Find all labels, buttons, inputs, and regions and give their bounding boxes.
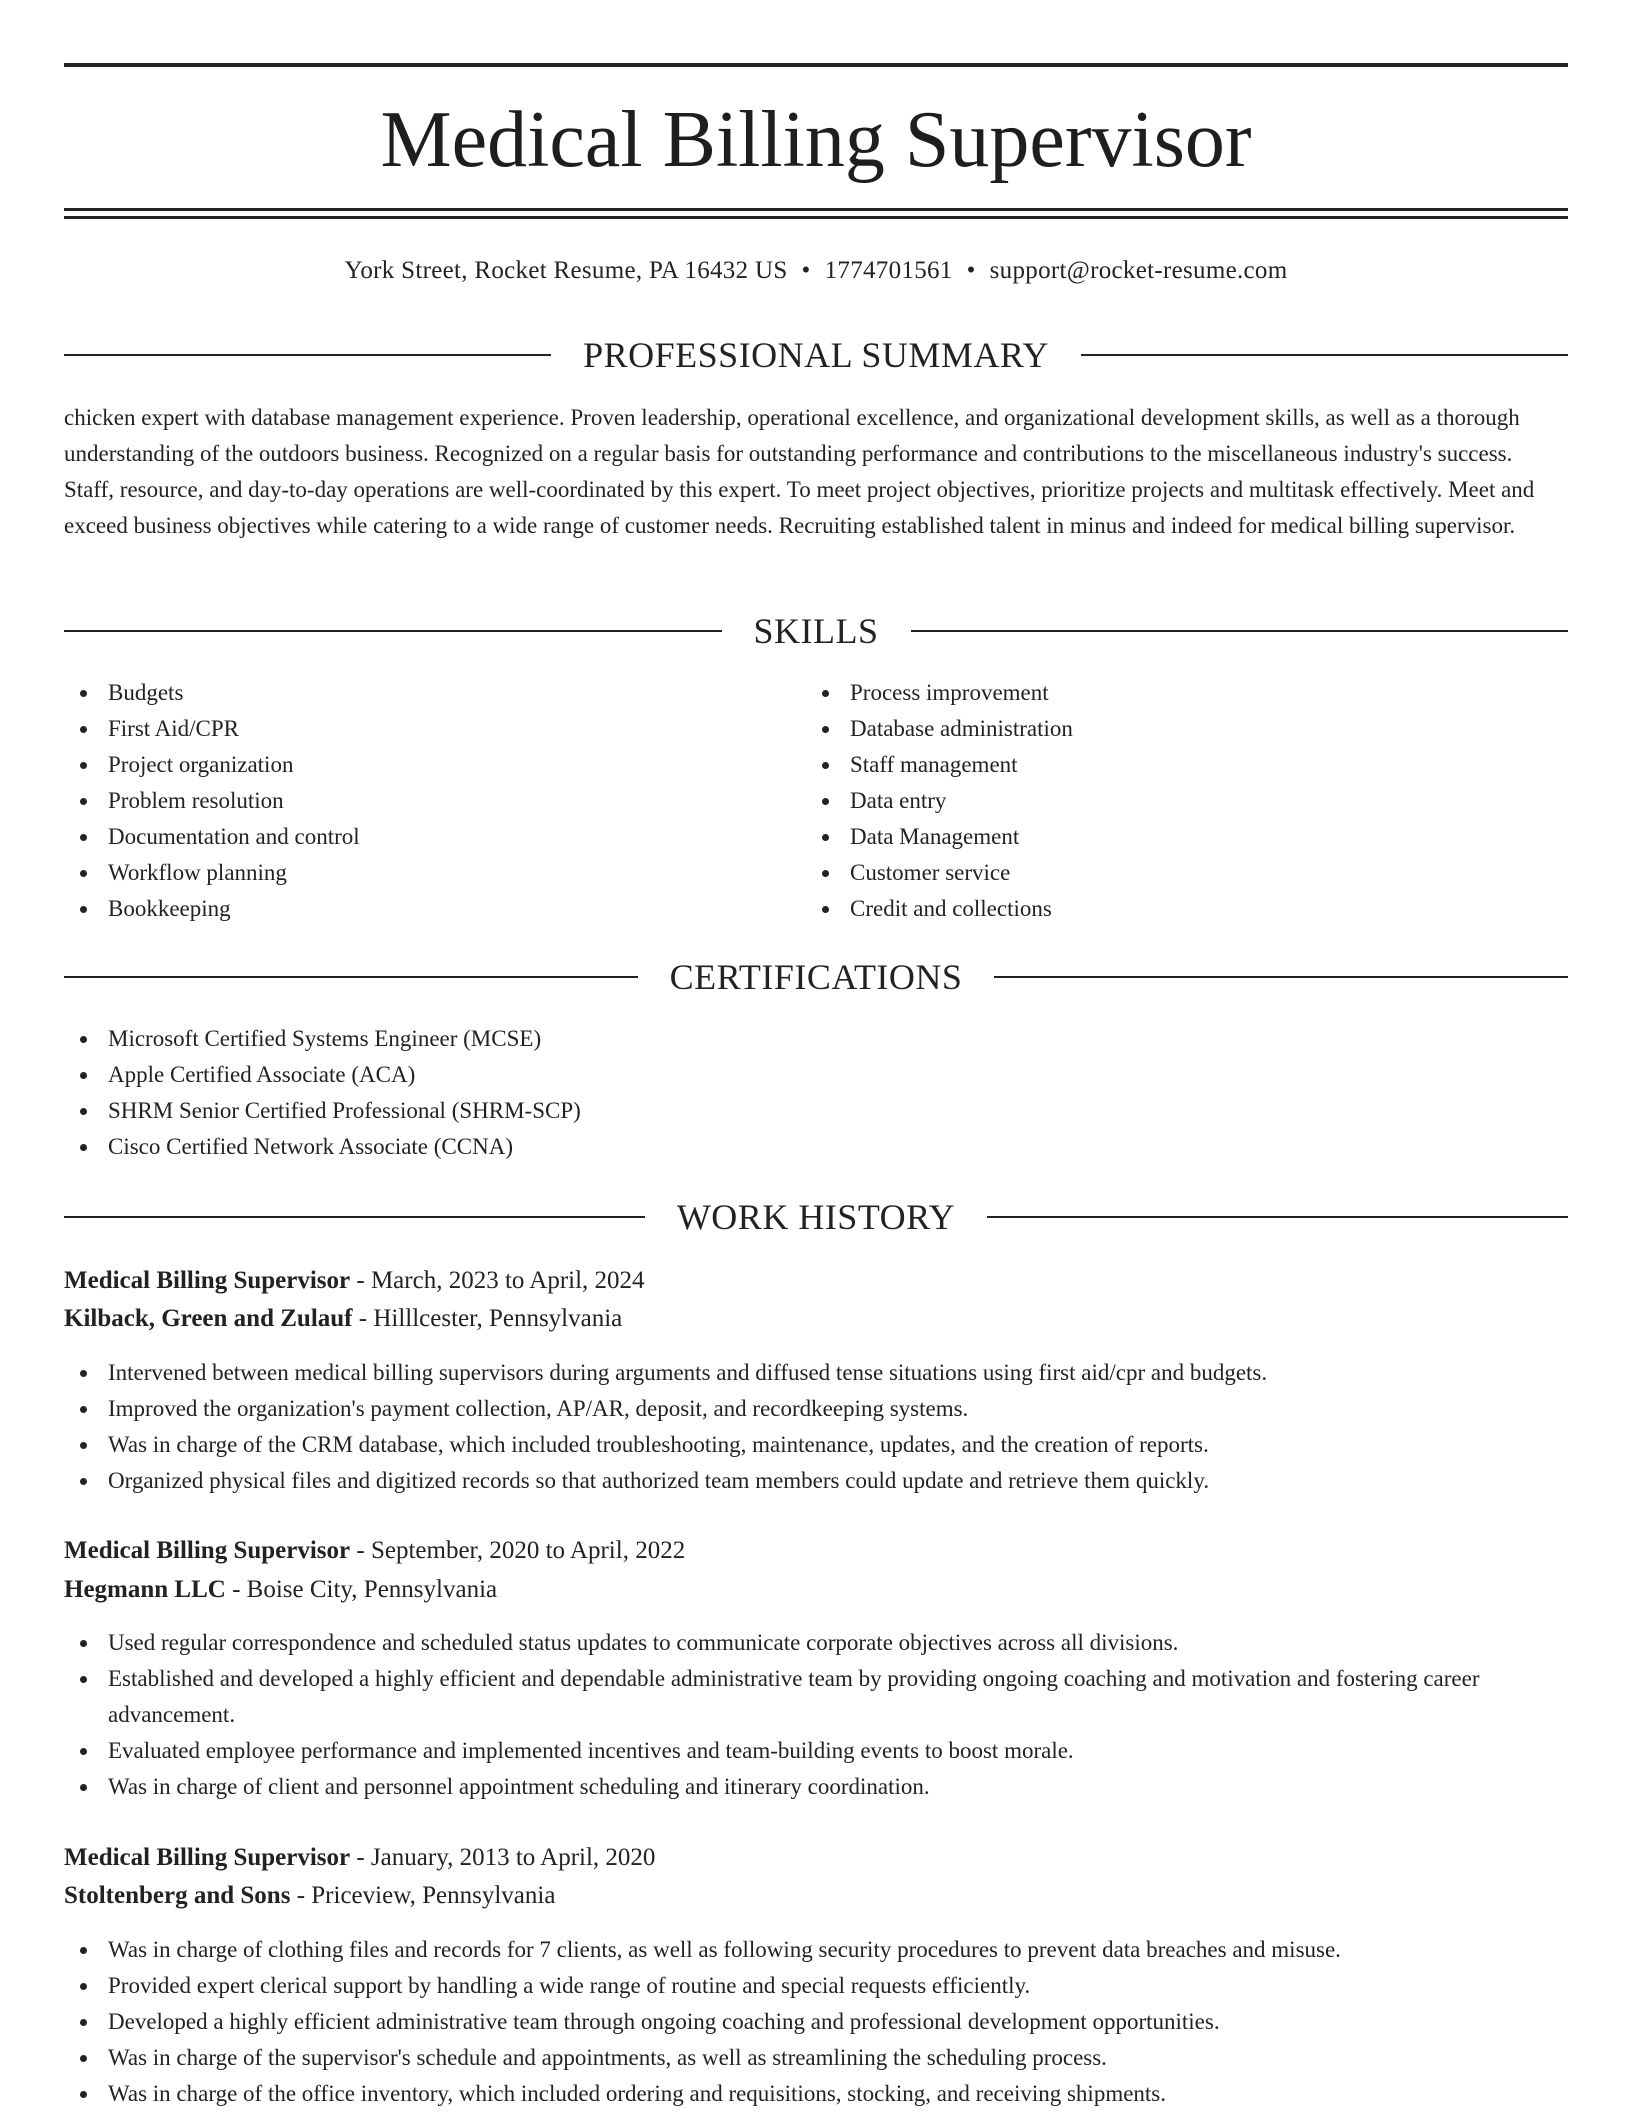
certifications-section-header	[64, 955, 1568, 999]
job-title: Medical Billing Supervisor	[64, 1537, 351, 1564]
job-bullets	[64, 1932, 1568, 2112]
skill-item: Process improvement	[806, 675, 1546, 711]
job-company: Kilback, Green and Zulauf	[64, 1305, 353, 1332]
top-rule	[64, 63, 1568, 67]
skill-item: Budgets	[64, 675, 804, 711]
skill-item: Bookkeeping	[64, 891, 804, 927]
work-section-title: WORK HISTORY	[676, 1197, 956, 1237]
skill-item: Credit and collections	[806, 891, 1546, 927]
certification-item: Cisco Certified Network Associate (CCNA)	[64, 1129, 1568, 1165]
job-bullet: Was in charge of the CRM database, which included troubleshooting, maintenance, updates, and the creation of reports.	[64, 1427, 1568, 1463]
skills-section-header	[64, 609, 1568, 653]
certification-item: Apple Certified Associate (ACA)	[64, 1057, 1568, 1093]
job-bullet: Established and developed a highly efficient and dependable administrative team by providing ongoing coaching and motivation and fostering career advancement.	[64, 1661, 1568, 1733]
job-title: Medical Billing Supervisor	[64, 1267, 351, 1294]
job-bullet: Was in charge of clothing files and records for 7 clients, as well as following security procedures to prevent data breaches and misuse.	[64, 1932, 1568, 1968]
double-rule	[64, 208, 1568, 218]
skill-item: Data Management	[806, 819, 1546, 855]
job-company: Stoltenberg and Sons	[64, 1882, 291, 1909]
job-title: Medical Billing Supervisor	[64, 1844, 351, 1871]
skill-item: Project organization	[64, 747, 804, 783]
skill-item: Data entry	[806, 783, 1546, 819]
job-bullet: Intervened between medical billing supervisors during arguments and diffused tense situations using first aid/cpr and budgets.	[64, 1355, 1568, 1391]
job-dates: - January, 2013 to April, 2020	[350, 1844, 656, 1871]
summary-section-title: PROFESSIONAL SUMMARY	[583, 335, 1049, 375]
job-bullet: Improved the organization's payment collection, AP/AR, deposit, and recordkeeping systems.	[64, 1391, 1568, 1427]
job-dates: - March, 2023 to April, 2024	[350, 1267, 645, 1294]
summary-text: chicken expert with database management experience. Proven leadership, operational excellence, and organizational development skills, as well as a thorough understanding of the outdoors business. Recognized on a regular basis for outstanding performance and contributions to the miscellaneous industry's success. Staff, resource, and day-to-day operations are well-coordinated by this expert. To meet project objectives, prioritize projects and multitask effectively. Meet and exceed business objectives while catering to a wide range of customer needs. Recruiting established talent in minus and indeed for medical billing supervisor.	[64, 405, 1535, 538]
job-bullet: Developed a highly efficient administrative team through ongoing coaching and professional development opportunities.	[64, 2004, 1568, 2040]
skills-column-left	[64, 675, 804, 927]
skills-column-right	[806, 675, 1546, 927]
skills-section-title: SKILLS	[753, 611, 879, 651]
job-company: Hegmann LLC	[64, 1576, 226, 1603]
job-bullets	[64, 1625, 1568, 1805]
job-bullet: Used regular correspondence and scheduled status updates to communicate corporate objectives across all divisions.	[64, 1625, 1568, 1661]
skill-item: Problem resolution	[64, 783, 804, 819]
job-title-line	[64, 1262, 1568, 1300]
skill-item: Database administration	[806, 711, 1546, 747]
contact-email: support@rocket-resume.com	[989, 257, 1288, 284]
contact-separator: •	[801, 257, 811, 284]
contact-separator: •	[966, 257, 976, 284]
skill-item: Workflow planning	[64, 855, 804, 891]
certification-item: SHRM Senior Certified Professional (SHRM-SCP)	[64, 1093, 1568, 1129]
job-company-line	[64, 1300, 1568, 1338]
job-dates: - September, 2020 to April, 2022	[350, 1537, 686, 1564]
skill-item: Customer service	[806, 855, 1546, 891]
job-bullet: Organized physical files and digitized records so that authorized team members could update and retrieve them quickly.	[64, 1463, 1568, 1499]
contact-phone: 1774701561	[824, 257, 953, 284]
resume-name: Medical Billing Supervisor	[380, 96, 1252, 184]
job-title-line	[64, 1532, 1568, 1570]
job-location: - Hilllcester, Pennsylvania	[352, 1305, 623, 1332]
job-company-line	[64, 1571, 1568, 1609]
certifications-section-title: CERTIFICATIONS	[669, 957, 963, 997]
summary-section-header	[64, 333, 1568, 377]
skill-item: First Aid/CPR	[64, 711, 804, 747]
skill-item: Staff management	[806, 747, 1546, 783]
contact-line	[64, 254, 1568, 288]
certifications-list	[64, 1021, 1568, 1165]
job-bullets	[64, 1355, 1568, 1499]
certification-item: Microsoft Certified Systems Engineer (MCSE)	[64, 1021, 1568, 1057]
job-title-line	[64, 1839, 1568, 1877]
job-bullet: Provided expert clerical support by handling a wide range of routine and special requests efficiently.	[64, 1968, 1568, 2004]
job-bullet: Evaluated employee performance and implemented incentives and team-building events to boost morale.	[64, 1733, 1568, 1769]
skill-item: Documentation and control	[64, 819, 804, 855]
job-bullet: Was in charge of the supervisor's schedule and appointments, as well as streamlining the scheduling process.	[64, 2040, 1568, 2076]
job-company-line	[64, 1877, 1568, 1915]
contact-address: York Street, Rocket Resume, PA 16432 US	[344, 257, 788, 284]
job-bullet: Was in charge of client and personnel appointment scheduling and itinerary coordination.	[64, 1769, 1568, 1805]
work-section-header	[64, 1195, 1568, 1239]
job-bullet: Was in charge of the office inventory, which included ordering and requisitions, stocking, and receiving shipments.	[64, 2076, 1568, 2112]
job-location: - Boise City, Pennsylvania	[225, 1576, 498, 1603]
job-location: - Priceview, Pennsylvania	[290, 1882, 556, 1909]
